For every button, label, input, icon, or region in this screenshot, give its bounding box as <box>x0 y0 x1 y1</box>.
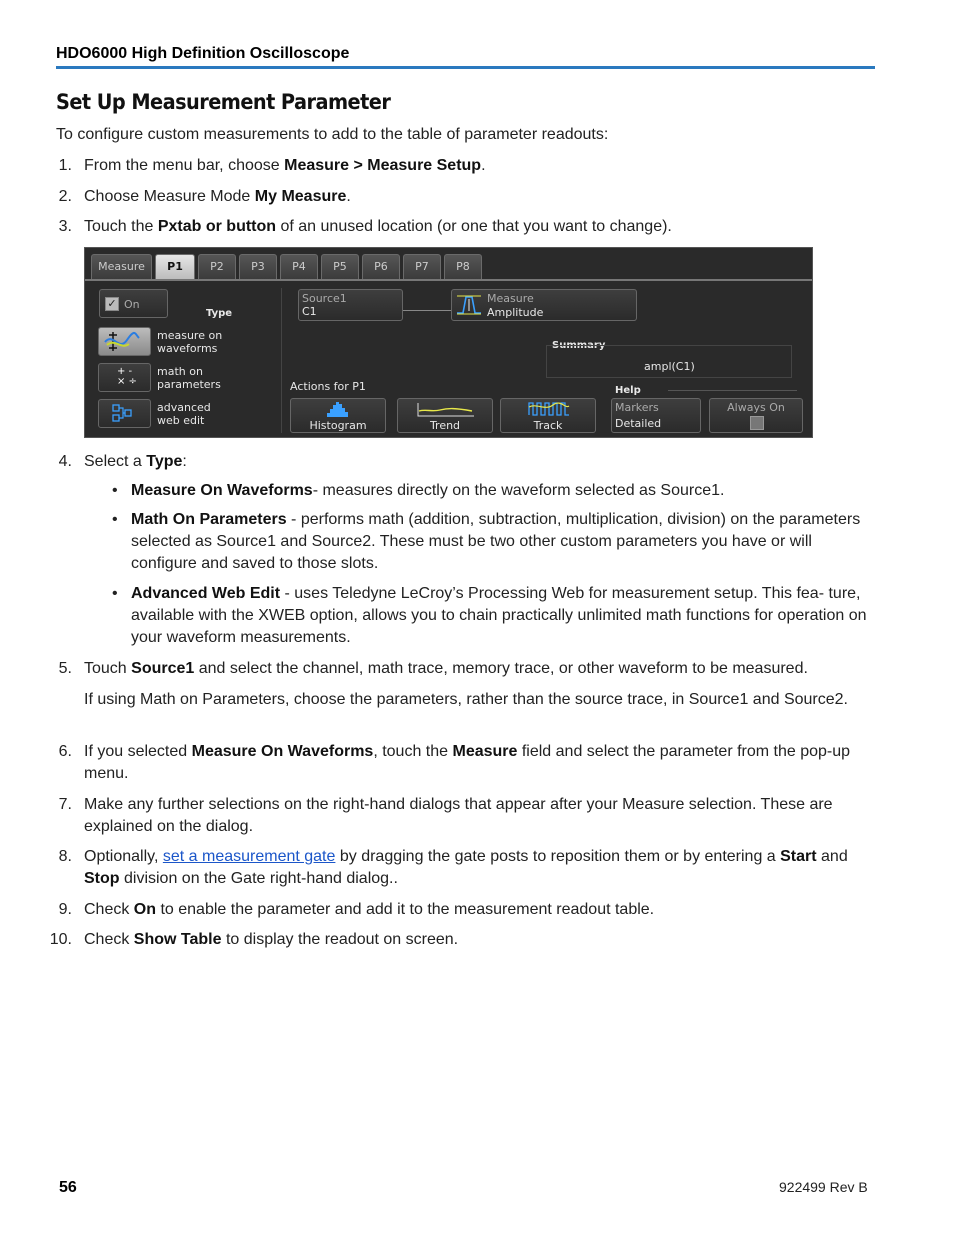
tab-p7[interactable]: P7 <box>403 254 441 280</box>
type-waveforms-label: measure on waveforms <box>157 329 223 355</box>
tab-p8[interactable]: P8 <box>444 254 482 280</box>
web-edit-icon <box>99 400 150 427</box>
checkbox-box-icon <box>750 416 764 430</box>
connector-line <box>403 310 451 311</box>
measurement-gate-link[interactable]: set a measurement gate <box>162 848 336 865</box>
type-measure-on-waveforms-button[interactable] <box>98 327 151 356</box>
trend-icon <box>416 400 476 418</box>
always-on-checkbox[interactable]: Always On <box>709 398 803 433</box>
tab-measure[interactable]: Measure <box>91 254 152 280</box>
histogram-icon <box>319 400 359 418</box>
bullet-icon: • <box>112 482 118 499</box>
actions-label: Actions for P1 <box>290 380 366 393</box>
section-title: Set Up Measurement Parameter <box>56 90 391 114</box>
checkmark-icon: ✓ <box>105 297 119 311</box>
tab-p5[interactable]: P5 <box>321 254 359 280</box>
waveform-measure-icon <box>99 328 150 355</box>
source1-field[interactable]: Source1 C1 <box>298 289 403 321</box>
track-icon <box>527 399 571 419</box>
help-label: Help <box>615 385 641 396</box>
amplitude-icon <box>454 291 484 319</box>
column-divider <box>281 288 282 433</box>
tab-p1[interactable]: P1 <box>155 254 195 280</box>
summary-box: ampl(C1) <box>546 345 792 378</box>
measure-field[interactable]: Measure Amplitude <box>451 289 637 321</box>
document-revision: 922499 Rev B <box>779 1179 868 1195</box>
trend-button[interactable]: Trend <box>397 398 493 433</box>
bullet-icon: • <box>112 585 118 602</box>
type-advanced-web-edit-button[interactable] <box>98 399 151 428</box>
type-params-label: math on parameters <box>157 365 221 391</box>
intro-paragraph: To configure custom measurements to add to the table of parameter readouts: <box>56 126 609 143</box>
bullet-icon: • <box>112 511 118 528</box>
tab-p6[interactable]: P6 <box>362 254 400 280</box>
help-divider <box>668 390 797 391</box>
type-web-label: advanced web edit <box>157 401 211 427</box>
track-button[interactable]: Track <box>500 398 596 433</box>
running-header: HDO6000 High Definition Oscilloscope <box>56 45 875 69</box>
page-number: 56 <box>59 1179 77 1196</box>
type-label: Type <box>206 308 233 319</box>
type-math-on-parameters-button[interactable] <box>98 363 151 392</box>
on-checkbox[interactable]: ✓ On <box>99 289 168 318</box>
markers-button[interactable]: Markers Detailed <box>611 398 701 433</box>
tab-p2[interactable]: P2 <box>198 254 236 280</box>
tab-p3[interactable]: P3 <box>239 254 277 280</box>
measure-setup-dialog <box>84 247 813 438</box>
tab-p4[interactable]: P4 <box>280 254 318 280</box>
histogram-button[interactable]: Histogram <box>290 398 386 433</box>
math-operators-icon: + - × ÷ <box>117 366 137 387</box>
step-5-note: If using Math on Parameters, choose the parameters, rather than the source trace, in Source1 and Source2. <box>84 691 848 708</box>
tab-underline <box>85 279 812 281</box>
summary-label: Summary <box>552 340 606 351</box>
